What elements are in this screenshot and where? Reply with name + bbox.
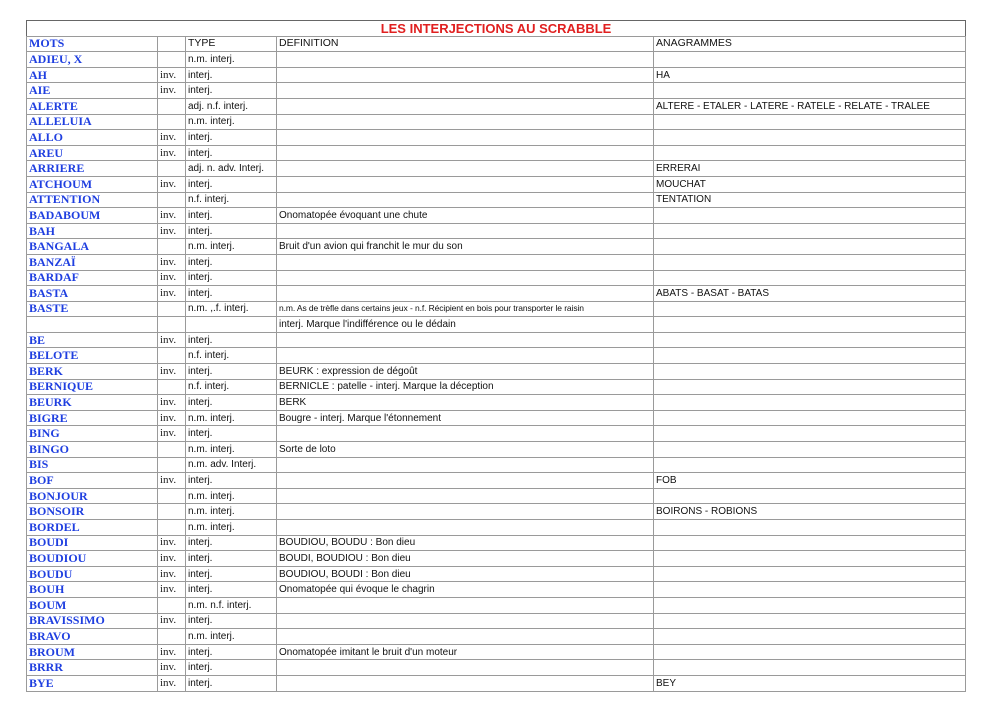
inv-cell: inv.: [158, 270, 186, 286]
type-cell: adj. n.f. interj.: [186, 98, 277, 114]
table-row: [27, 551, 966, 567]
definition-cell: BOUDI, BOUDIOU : Bon dieu: [277, 551, 654, 567]
anagram-cell: [654, 582, 966, 598]
word-cell: BIS: [27, 457, 158, 473]
inv-cell: inv.: [158, 473, 186, 489]
table-row: [27, 301, 966, 317]
word-cell: BOUH: [27, 582, 158, 598]
type-cell: interj.: [186, 566, 277, 582]
table-row: [27, 317, 966, 333]
inv-cell: inv.: [158, 582, 186, 598]
header-inv: [158, 36, 186, 52]
type-cell: interj.: [186, 83, 277, 99]
table-row: [27, 130, 966, 146]
type-cell: interj.: [186, 535, 277, 551]
definition-cell: [277, 176, 654, 192]
inv-cell: inv.: [158, 286, 186, 302]
anagram-cell: [654, 660, 966, 676]
inv-cell: inv.: [158, 67, 186, 83]
word-cell: ALERTE: [27, 98, 158, 114]
anagram-cell: [654, 442, 966, 458]
word-cell: BE: [27, 332, 158, 348]
definition-cell: [277, 660, 654, 676]
table-row: [27, 145, 966, 161]
type-cell: n.m. adv. Interj.: [186, 457, 277, 473]
word-cell: BOF: [27, 473, 158, 489]
word-cell: AREU: [27, 145, 158, 161]
definition-cell: Onomatopée imitant le bruit d'un moteur: [277, 644, 654, 660]
anagram-cell: ALTERE - ETALER - LATERE - RATELE - RELATE - TRALEE: [654, 98, 966, 114]
anagram-cell: [654, 426, 966, 442]
header-row: [27, 36, 966, 52]
table-row: [27, 629, 966, 645]
word-cell: BROUM: [27, 644, 158, 660]
inv-cell: inv.: [158, 660, 186, 676]
definition-cell: BERNICLE : patelle - interj. Marque la déception: [277, 379, 654, 395]
definition-cell: [277, 270, 654, 286]
anagram-cell: HA: [654, 67, 966, 83]
anagram-cell: [654, 597, 966, 613]
anagram-cell: [654, 254, 966, 270]
title-row: [27, 21, 966, 37]
word-cell: BING: [27, 426, 158, 442]
table-row: [27, 410, 966, 426]
inv-cell: [158, 192, 186, 208]
inv-cell: inv.: [158, 535, 186, 551]
word-cell: ADIEU, X: [27, 52, 158, 68]
inv-cell: inv.: [158, 395, 186, 411]
type-cell: interj.: [186, 286, 277, 302]
word-cell: BRRR: [27, 660, 158, 676]
table-row: [27, 504, 966, 520]
definition-cell: BEURK : expression de dégoût: [277, 364, 654, 380]
word-cell: BASTA: [27, 286, 158, 302]
anagram-cell: [654, 613, 966, 629]
inv-cell: inv.: [158, 332, 186, 348]
type-cell: interj.: [186, 473, 277, 489]
type-cell: interj.: [186, 426, 277, 442]
definition-cell: [277, 504, 654, 520]
type-cell: interj.: [186, 67, 277, 83]
anagram-cell: [654, 223, 966, 239]
inv-cell: [158, 52, 186, 68]
table-row: [27, 67, 966, 83]
word-cell: BANGALA: [27, 239, 158, 255]
word-cell: BERNIQUE: [27, 379, 158, 395]
definition-cell: [277, 254, 654, 270]
type-cell: [186, 317, 277, 333]
inv-cell: inv.: [158, 551, 186, 567]
table-row: [27, 597, 966, 613]
anagram-cell: [654, 457, 966, 473]
header-anagrammes: ANAGRAMMES: [654, 36, 966, 52]
anagram-cell: [654, 83, 966, 99]
inv-cell: [158, 98, 186, 114]
header-mots: MOTS: [27, 36, 158, 52]
word-cell: BANZAÏ: [27, 254, 158, 270]
table-row: [27, 488, 966, 504]
inv-cell: [158, 457, 186, 473]
inv-cell: inv.: [158, 675, 186, 691]
word-cell: AIE: [27, 83, 158, 99]
inv-cell: [158, 161, 186, 177]
type-cell: n.m. interj.: [186, 52, 277, 68]
inv-cell: inv.: [158, 254, 186, 270]
table-row: [27, 613, 966, 629]
type-cell: n.m. interj.: [186, 629, 277, 645]
definition-cell: [277, 597, 654, 613]
anagram-cell: [654, 566, 966, 582]
definition-cell: [277, 332, 654, 348]
definition-cell: [277, 613, 654, 629]
definition-cell: [277, 520, 654, 536]
table-row: [27, 675, 966, 691]
anagram-cell: [654, 239, 966, 255]
definition-cell: [277, 83, 654, 99]
table-row: [27, 223, 966, 239]
table-row: [27, 114, 966, 130]
word-cell: BYE: [27, 675, 158, 691]
inv-cell: [158, 114, 186, 130]
anagram-cell: [654, 348, 966, 364]
word-cell: BOUM: [27, 597, 158, 613]
word-cell: BELOTE: [27, 348, 158, 364]
definition-cell: [277, 286, 654, 302]
inv-cell: [158, 301, 186, 317]
anagram-cell: [654, 535, 966, 551]
anagram-cell: [654, 364, 966, 380]
table-row: [27, 426, 966, 442]
definition-cell: Bougre - interj. Marque l'étonnement: [277, 410, 654, 426]
inv-cell: inv.: [158, 130, 186, 146]
word-cell: BONSOIR: [27, 504, 158, 520]
word-cell: BAH: [27, 223, 158, 239]
type-cell: interj.: [186, 145, 277, 161]
inv-cell: inv.: [158, 176, 186, 192]
table-row: [27, 161, 966, 177]
word-cell: BIGRE: [27, 410, 158, 426]
table-row: [27, 660, 966, 676]
type-cell: interj.: [186, 582, 277, 598]
definition-cell: [277, 52, 654, 68]
anagram-cell: TENTATION: [654, 192, 966, 208]
inv-cell: [158, 488, 186, 504]
table-row: [27, 395, 966, 411]
table-row: [27, 457, 966, 473]
table-row: [27, 332, 966, 348]
definition-cell: [277, 426, 654, 442]
inv-cell: [158, 379, 186, 395]
table-row: [27, 286, 966, 302]
anagram-cell: FOB: [654, 473, 966, 489]
type-cell: n.f. interj.: [186, 348, 277, 364]
inv-cell: [158, 504, 186, 520]
anagram-cell: [654, 208, 966, 224]
inv-cell: inv.: [158, 566, 186, 582]
table-row: [27, 52, 966, 68]
type-cell: n.m. interj.: [186, 520, 277, 536]
anagram-cell: [654, 520, 966, 536]
definition-cell: BERK: [277, 395, 654, 411]
inv-cell: inv.: [158, 145, 186, 161]
type-cell: interj.: [186, 675, 277, 691]
definition-cell: [277, 629, 654, 645]
type-cell: n.m. n.f. interj.: [186, 597, 277, 613]
definition-cell: [277, 348, 654, 364]
type-cell: n.m. interj.: [186, 410, 277, 426]
inv-cell: inv.: [158, 208, 186, 224]
anagram-cell: MOUCHAT: [654, 176, 966, 192]
anagram-cell: [654, 488, 966, 504]
word-cell: BARDAF: [27, 270, 158, 286]
anagram-cell: [654, 301, 966, 317]
type-cell: interj.: [186, 130, 277, 146]
definition-cell: [277, 473, 654, 489]
word-cell: ARRIERE: [27, 161, 158, 177]
word-cell: BADABOUM: [27, 208, 158, 224]
type-cell: n.m. interj.: [186, 488, 277, 504]
anagram-cell: [654, 114, 966, 130]
definition-cell: [277, 67, 654, 83]
word-cell: BOUDI: [27, 535, 158, 551]
type-cell: interj.: [186, 613, 277, 629]
word-cell: BORDEL: [27, 520, 158, 536]
table-row: [27, 644, 966, 660]
inv-cell: [158, 597, 186, 613]
definition-cell: interj. Marque l'indifférence ou le dédain: [277, 317, 654, 333]
definition-cell: [277, 223, 654, 239]
word-cell: BASTE: [27, 301, 158, 317]
definition-cell: BOUDIOU, BOUDU : Bon dieu: [277, 535, 654, 551]
page-title: LES INTERJECTIONS AU SCRABBLE: [27, 21, 966, 37]
inv-cell: [158, 520, 186, 536]
table-row: [27, 348, 966, 364]
inv-cell: [158, 239, 186, 255]
anagram-cell: [654, 629, 966, 645]
definition-cell: BOUDIOU, BOUDI : Bon dieu: [277, 566, 654, 582]
word-cell: ALLELUIA: [27, 114, 158, 130]
type-cell: n.m. interj.: [186, 504, 277, 520]
anagram-cell: [654, 270, 966, 286]
table-row: [27, 239, 966, 255]
table-row: [27, 254, 966, 270]
definition-cell: [277, 161, 654, 177]
definition-cell: [277, 114, 654, 130]
table-row: [27, 83, 966, 99]
inv-cell: [158, 442, 186, 458]
type-cell: adj. n. adv. Interj.: [186, 161, 277, 177]
inv-cell: inv.: [158, 83, 186, 99]
type-cell: n.f. interj.: [186, 192, 277, 208]
definition-cell: Onomatopée évoquant une chute: [277, 208, 654, 224]
definition-cell: n.m. As de trèfle dans certains jeux - n.f. Récipient en bois pour transporter le raisin: [277, 301, 654, 317]
inv-cell: inv.: [158, 410, 186, 426]
table-row: [27, 582, 966, 598]
anagram-cell: [654, 395, 966, 411]
header-type: TYPE: [186, 36, 277, 52]
anagram-cell: [654, 551, 966, 567]
word-cell: BRAVISSIMO: [27, 613, 158, 629]
table-row: [27, 473, 966, 489]
type-cell: n.f. interj.: [186, 379, 277, 395]
type-cell: interj.: [186, 332, 277, 348]
table-row: [27, 442, 966, 458]
inv-cell: [158, 317, 186, 333]
table-row: [27, 566, 966, 582]
inv-cell: [158, 348, 186, 364]
type-cell: interj.: [186, 223, 277, 239]
type-cell: n.m. ,.f. interj.: [186, 301, 277, 317]
anagram-cell: ABATS - BASAT - BATAS: [654, 286, 966, 302]
word-cell: BONJOUR: [27, 488, 158, 504]
type-cell: interj.: [186, 254, 277, 270]
type-cell: interj.: [186, 551, 277, 567]
word-cell: ATTENTION: [27, 192, 158, 208]
anagram-cell: [654, 379, 966, 395]
table-row: [27, 520, 966, 536]
type-cell: interj.: [186, 395, 277, 411]
type-cell: interj.: [186, 660, 277, 676]
type-cell: interj.: [186, 208, 277, 224]
anagram-cell: [654, 332, 966, 348]
word-cell: [27, 317, 158, 333]
inv-cell: inv.: [158, 426, 186, 442]
type-cell: interj.: [186, 176, 277, 192]
anagram-cell: [654, 130, 966, 146]
inv-cell: inv.: [158, 223, 186, 239]
anagram-cell: ERRERAI: [654, 161, 966, 177]
word-cell: BOUDU: [27, 566, 158, 582]
anagram-cell: BOIRONS - ROBIONS: [654, 504, 966, 520]
inv-cell: inv.: [158, 613, 186, 629]
table-row: [27, 535, 966, 551]
definition-cell: [277, 130, 654, 146]
word-cell: BERK: [27, 364, 158, 380]
definition-cell: Sorte de loto: [277, 442, 654, 458]
definition-cell: [277, 488, 654, 504]
anagram-cell: [654, 317, 966, 333]
word-cell: AH: [27, 67, 158, 83]
word-cell: BOUDIOU: [27, 551, 158, 567]
type-cell: n.m. interj.: [186, 442, 277, 458]
table-body: [27, 52, 966, 691]
definition-cell: [277, 192, 654, 208]
inv-cell: inv.: [158, 364, 186, 380]
header-definition: DEFINITION: [277, 36, 654, 52]
interjections-table: [26, 20, 966, 692]
definition-cell: [277, 98, 654, 114]
anagram-cell: [654, 145, 966, 161]
table-row: [27, 364, 966, 380]
word-cell: ATCHOUM: [27, 176, 158, 192]
inv-cell: [158, 629, 186, 645]
type-cell: interj.: [186, 364, 277, 380]
type-cell: interj.: [186, 270, 277, 286]
word-cell: BEURK: [27, 395, 158, 411]
anagram-cell: [654, 644, 966, 660]
table-row: [27, 270, 966, 286]
anagram-cell: BEY: [654, 675, 966, 691]
definition-cell: [277, 457, 654, 473]
word-cell: ALLO: [27, 130, 158, 146]
definition-cell: Bruit d'un avion qui franchit le mur du son: [277, 239, 654, 255]
definition-cell: [277, 675, 654, 691]
anagram-cell: [654, 52, 966, 68]
type-cell: interj.: [186, 644, 277, 660]
inv-cell: inv.: [158, 644, 186, 660]
definition-cell: Onomatopée qui évoque le chagrin: [277, 582, 654, 598]
definition-cell: [277, 145, 654, 161]
type-cell: n.m. interj.: [186, 114, 277, 130]
word-cell: BRAVO: [27, 629, 158, 645]
table-row: [27, 98, 966, 114]
table-row: [27, 208, 966, 224]
table-row: [27, 192, 966, 208]
type-cell: n.m. interj.: [186, 239, 277, 255]
word-cell: BINGO: [27, 442, 158, 458]
anagram-cell: [654, 410, 966, 426]
table-row: [27, 176, 966, 192]
table-row: [27, 379, 966, 395]
